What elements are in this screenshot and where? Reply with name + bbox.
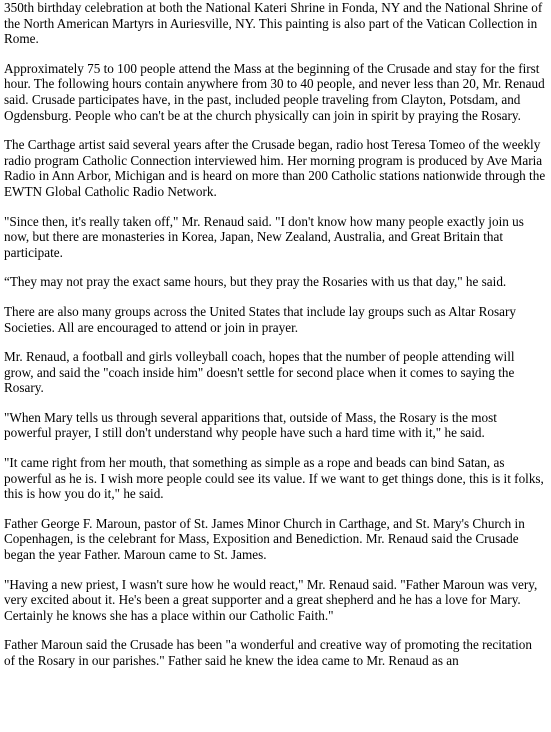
- paragraph: "When Mary tells us through several apparitions that, outside of Mass, the Rosary is the most powerful prayer, I still don't understand why people have such a hard time with it," he said.: [4, 409, 497, 441]
- paragraph: There are also many groups across the United States that include lay groups such as Altar Rosary Societies. All are encouraged to attend or join in prayer.: [4, 303, 516, 335]
- paragraph: Approximately 75 to 100 people attend the Mass at the beginning of the Crusade and stay for the first hour. The following hours contain anywhere from 30 to 40 people, and never less than 20, Mr. Renaud said. Crusade participates have, in the past, included people traveling from Clayton, Potsdam, and Ogdensburg. People who can't be at the church physically can join in spirit by praying the Rosary.: [4, 60, 545, 123]
- paragraph: Father George F. Maroun, pastor of St. James Minor Church in Carthage, and St. Mary's Church in Copenhagen, is the celebrant for Mass, Exposition and Benediction. Mr. Renaud said the Crusade began the year Father. Maroun came to St. James.: [4, 515, 525, 563]
- document-body: [4, 0, 546, 683]
- paragraph: “They may not pray the exact same hours, but they pray the Rosaries with us that day," he said.: [4, 274, 507, 290]
- paragraph: "Having a new priest, I wasn't sure how he would react," Mr. Renaud said. "Father Maroun was very, very excited about it. He's been a great supporter and a great shepherd and he has a love for Mary. Certainly he knows she has a place within our Catholic Faith.": [4, 576, 538, 623]
- paragraph: The Carthage artist said several years after the Crusade began, radio host Teresa Tomeo of the weekly radio program Catholic Connection interviewed him. Her morning program is produced by Ave Maria Radio in Ann Arbor, Michigan and is heard on more than 200 Catholic stations nationwide through the EWTN Global Catholic Radio Network.: [4, 137, 546, 199]
- paragraph: Father Maroun said the Crusade has been "a wonderful and creative way of promoting the recitation of the Rosary in our parishes." Father said he knew the idea came to Mr. Renaud as an: [4, 637, 532, 668]
- paragraph: "Since then, it's really taken off," Mr. Renaud said. "I don't know how many people exactly join us now, but there are monasteries in Korea, Japan, New Zealand, Australia, and Great Britain that participate.: [4, 213, 524, 260]
- paragraph: Mr. Renaud, a football and girls volleyball coach, hopes that the number of people attending will grow, and said the "coach inside him" doesn't settle for second place when it comes to saying the Rosary.: [4, 349, 515, 396]
- paragraph: "It came right from her mouth, that something as simple as a rope and beads can bind Satan, as powerful as he is. I wish more people could see its value. If we want to get things done, this is it folks, this is how you do it," he said.: [4, 455, 544, 502]
- paragraph: 350th birthday celebration at both the National Kateri Shrine in Fonda, NY and the National Shrine of the North American Martyrs in Auriesville, NY. This painting is also part of the Vatican Collection in Rome.: [4, 0, 543, 47]
